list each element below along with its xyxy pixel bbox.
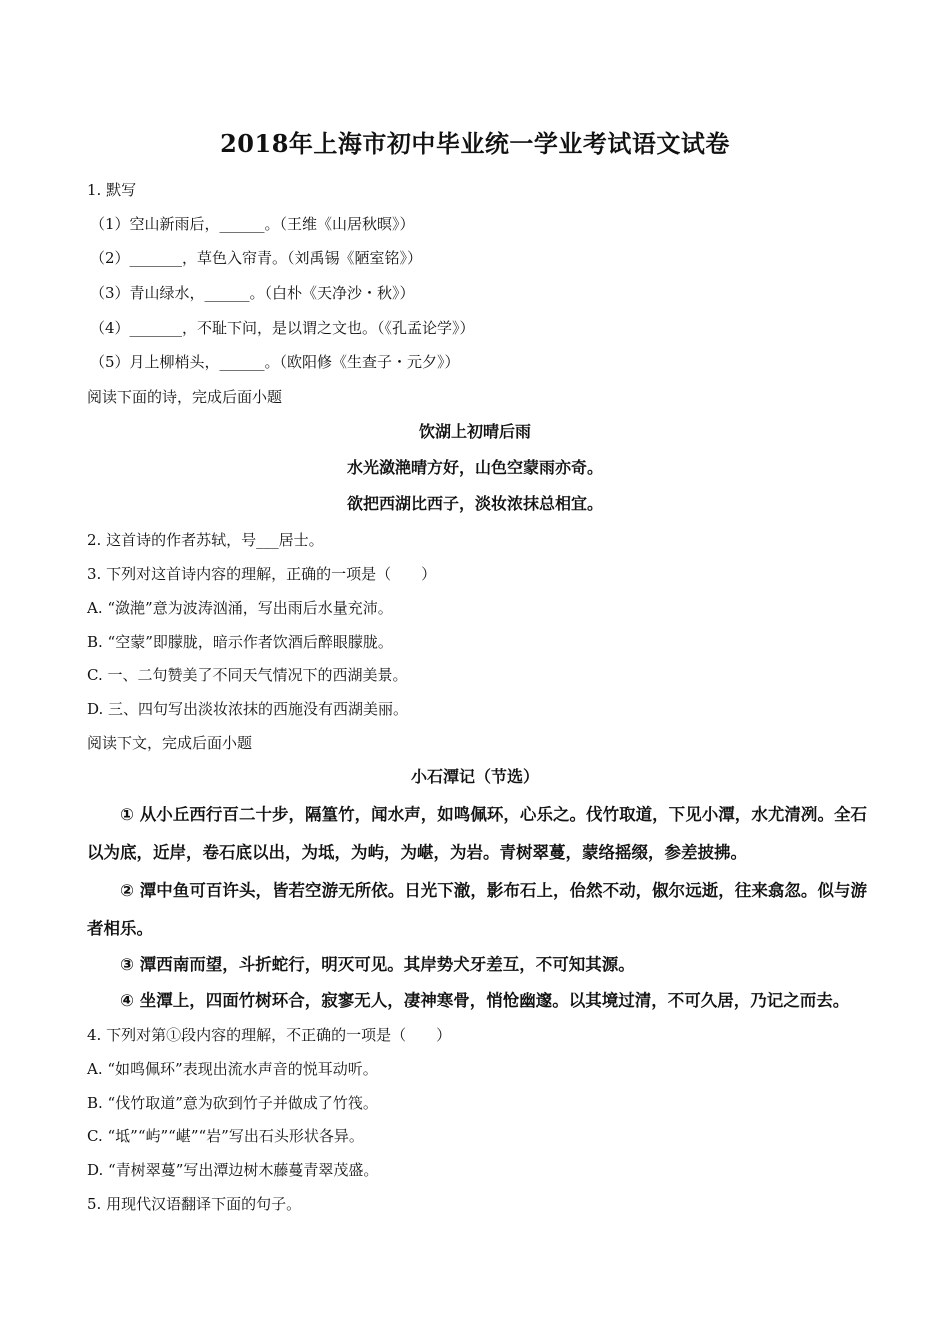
question-4-option: B. “伐竹取道”意为砍到竹子并做成了竹筏。: [87, 1094, 378, 1112]
question-3-option: A. “潋滟”意为波涛汹涌，写出雨后水量充沛。: [87, 599, 393, 617]
poem-title: 饮湖上初晴后雨: [418, 422, 531, 441]
question-1-item: （4）_______，不耻下问，是以谓之文也。（《孔孟论学》）: [90, 319, 475, 337]
question-3-option: C. 一、二句赞美了不同天气情况下的西湖美景。: [87, 666, 408, 684]
page-title: 2018年上海市初中毕业统一学业考试语文试卷: [220, 129, 730, 158]
question-2: 2. 这首诗的作者苏轼，号___居士。: [87, 531, 324, 549]
question-1-item: （3）青山绿水，______。（白朴《天净沙・秋》）: [90, 284, 415, 302]
question-1-item: （1）空山新雨后，______。（王维《山居秋暝》）: [90, 215, 415, 233]
prose-paragraph-2: ② 潭中鱼可百许头，皆若空游无所依。日光下澈，影布石上，佁然不动，俶尔远逝，往来翕忽。似与游者相乐。: [87, 881, 867, 938]
poem-line: 水光潋滟晴方好，山色空蒙雨亦奇。: [346, 458, 603, 477]
question-5: 5. 用现代汉语翻译下面的句子。: [87, 1195, 302, 1213]
question-4-option: C. “坻”“屿”“嵁”“岩”写出石头形状各异。: [87, 1127, 364, 1145]
prose-title: 小石潭记（节选）: [410, 767, 539, 786]
prose-paragraph-3: ③ 潭西南而望，斗折蛇行，明灭可见。其岸势犬牙差互，不可知其源。: [120, 955, 635, 974]
poem-line: 欲把西湖比西子，淡妆浓抹总相宜。: [346, 494, 603, 513]
prose-paragraph-1: ① 从小丘西行百二十步，隔篁竹，闻水声，如鸣佩环，心乐之。伐竹取道，下见小潭，水尤清冽。全石以为底，近岸，卷石底以出，为坻，为屿，为嵁，为岩。青树翠蔓，蒙络摇缀，参差披拂。: [87, 805, 867, 862]
poem-intro: 阅读下面的诗，完成后面小题: [87, 388, 283, 406]
question-3-stem: 3. 下列对这首诗内容的理解，正确的一项是（ ）: [87, 565, 437, 583]
question-4-stem: 4. 下列对第①段内容的理解，不正确的一项是（ ）: [87, 1026, 452, 1044]
question-1-item: （2）_______，草色入帘青。（刘禹锡《陋室铭》）: [90, 249, 423, 267]
question-1-item: （5）月上柳梢头，______。（欧阳修《生查子・元夕》）: [90, 353, 460, 371]
question-4-option: A. “如鸣佩环”表现出流水声音的悦耳动听。: [87, 1060, 378, 1078]
question-4-option: D. “青树翠蔓”写出潭边树木藤蔓青翠茂盛。: [87, 1161, 379, 1179]
question-3-option: D. 三、四句写出淡妆浓抹的西施没有西湖美丽。: [87, 700, 409, 718]
question-3-option: B. “空蒙”即朦胧，暗示作者饮酒后醉眼朦胧。: [87, 633, 393, 651]
question-1-heading: 1. 默写: [87, 181, 137, 199]
prose-paragraph-4: ④ 坐潭上，四面竹树环合，寂寥无人，凄神寒骨，悄怆幽邃。以其境过清，不可久居，乃记之而去。: [120, 991, 850, 1010]
prose-intro: 阅读下文，完成后面小题: [87, 734, 253, 752]
